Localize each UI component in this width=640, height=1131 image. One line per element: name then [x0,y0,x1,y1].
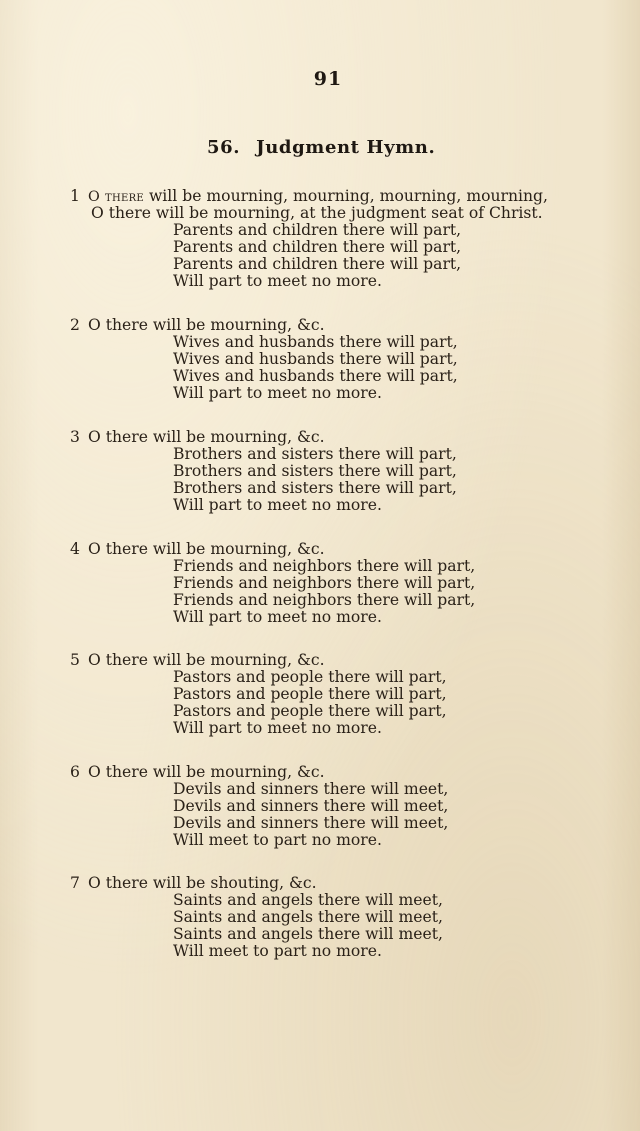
verse-line: Will part to meet no more. [173,272,382,290]
verse-line: Pastors and people there will part, [173,702,447,720]
verse-line: Will part to meet no more. [173,608,382,626]
verse-line: Pastors and people there will part, [173,668,447,686]
verse-line: Will meet to part no more. [173,831,382,849]
verse-opening-line [0,652,640,669]
verse-5 [0,652,640,737]
hymn-number: 56. [207,137,241,158]
verse-line: Parents and children there will part, [173,238,462,256]
verse-3 [0,429,640,514]
verse-line: Brothers and sisters there will part, [173,445,457,463]
verse-line: Friends and neighbors there will part, [173,574,476,592]
verse-6 [0,764,640,849]
verse-line: Will meet to part no more. [173,942,382,960]
verse-line: Saints and angels there will meet, [173,891,443,909]
verse-line: Devils and sinners there will meet, [173,814,449,832]
verse-1 [0,188,640,290]
verse-line: Friends and neighbors there will part, [173,557,476,575]
verse-number: 6 [70,763,80,781]
verse-opening-line [0,764,640,781]
hymn-title-text: Judgment Hymn. [256,137,436,158]
verse-line: Devils and sinners there will meet, [173,797,449,815]
page-number: 91 [313,68,343,90]
verse-line: Wives and husbands there will part, [173,367,458,385]
verse-line: Pastors and people there will part, [173,685,447,703]
verse-7 [0,875,640,960]
verse-number: 1 [70,187,80,205]
verse-number: 2 [70,316,80,334]
verse-opening-text: O there will be mourning, &c. [88,428,325,446]
verse-number: 3 [70,428,80,446]
verse-continuation-line: O there will be mourning, at the judgment seat of Christ. [91,204,543,222]
verse-opening-text: O there will be mourning, &c. [88,316,325,334]
verse-opening-line [0,429,640,446]
verse-line: Wives and husbands there will part, [173,350,458,368]
verse-opening-text: O there will be shouting, &c. [88,874,317,892]
verse-opening-text: O there will be mourning, &c. [88,651,325,669]
verse-line: Brothers and sisters there will part, [173,479,457,497]
verse-line: Will part to meet no more. [173,384,382,402]
verse-2 [0,317,640,402]
verse-lead-small-caps: O there [88,189,144,205]
verse-line: Saints and angels there will meet, [173,908,443,926]
verse-line: Saints and angels there will meet, [173,925,443,943]
verse-number: 7 [70,874,80,892]
verse-line: Will part to meet no more. [173,496,382,514]
verse-opening-line [0,541,640,558]
hymn-title [207,137,435,158]
verse-line: Wives and husbands there will part, [173,333,458,351]
verse-number: 4 [70,540,80,558]
verse-line: Brothers and sisters there will part, [173,462,457,480]
verse-opening-text: O there will be mourning, &c. [88,540,325,558]
verse-line: Will part to meet no more. [173,719,382,737]
verse-opening-line [0,317,640,334]
verse-opening-text: O there will be mourning, &c. [88,763,325,781]
verse-number: 5 [70,651,80,669]
verse-opening-text: will be mourning, mourning, mourning, mourning, [144,187,548,205]
verse-4 [0,541,640,626]
verse-opening-line [0,188,640,205]
verse-line: Parents and children there will part, [173,255,462,273]
verse-line: Friends and neighbors there will part, [173,591,476,609]
verse-line: Parents and children there will part, [173,221,462,239]
verse-line: Devils and sinners there will meet, [173,780,449,798]
verse-opening-line [0,875,640,892]
